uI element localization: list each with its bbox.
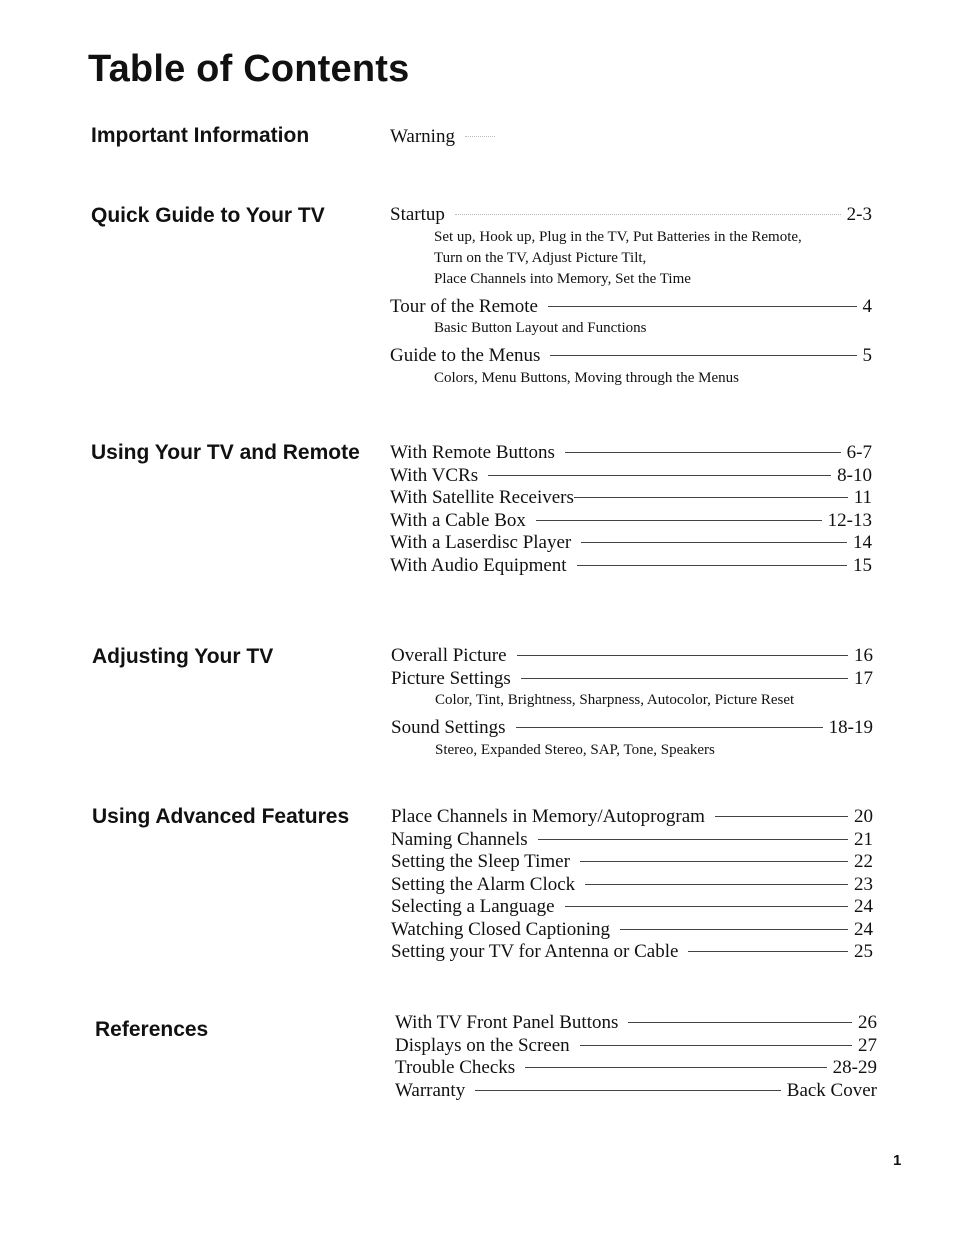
- toc-entry[interactable]: [391, 645, 873, 668]
- toc-entry[interactable]: [391, 806, 873, 829]
- dot-leader: [517, 655, 848, 656]
- subtopic-line: Stereo, Expanded Stereo, SAP, Tone, Speakers: [435, 741, 715, 758]
- dot-leader: [577, 565, 847, 566]
- entry-page: 22: [854, 851, 873, 872]
- dot-leader: [565, 452, 841, 453]
- dot-leader: [715, 816, 848, 817]
- entry-page: 15: [853, 554, 872, 576]
- dot-leader: [488, 475, 831, 476]
- entry-label: Startup: [390, 204, 445, 225]
- section-heading-references: References: [95, 1018, 209, 1041]
- toc-entry[interactable]: [390, 204, 872, 227]
- dot-leader: [574, 497, 848, 498]
- dot-leader: [580, 1045, 852, 1046]
- entry-page: 21: [854, 828, 873, 850]
- dot-leader: [521, 678, 848, 679]
- dot-leader: [628, 1022, 852, 1023]
- subtopic-line: Colors, Menu Buttons, Moving through the Menus: [434, 369, 740, 386]
- entry-label: Setting your TV for Antenna or Cable: [391, 941, 679, 962]
- section-heading-quick-guide: Quick Guide to Your TV: [91, 204, 325, 227]
- entry-label: Warning: [390, 126, 455, 147]
- entry-page: Back Cover: [786, 1079, 877, 1101]
- dot-leader: [536, 520, 822, 521]
- toc-entry[interactable]: [391, 896, 873, 919]
- subtopic-line: Basic Button Layout and Functions: [434, 320, 647, 336]
- dot-leader: [580, 861, 848, 862]
- entry-page: 28-29: [832, 1057, 877, 1078]
- page-number: 1: [893, 1152, 902, 1169]
- entry-label: Tour of the Remote: [390, 295, 538, 317]
- entry-label: Warranty: [395, 1079, 466, 1101]
- toc-group-quick-guide: [390, 204, 872, 395]
- entry-page: 20: [854, 806, 873, 827]
- entry-label: With a Laserdisc Player: [390, 532, 572, 553]
- entry-page: 24: [854, 896, 873, 917]
- dot-leader: [585, 884, 848, 885]
- dot-leader: [516, 727, 823, 728]
- dot-leader: [688, 951, 848, 952]
- entry-page: 12-13: [827, 509, 872, 531]
- entry-page: 27: [858, 1034, 877, 1056]
- toc-group-advanced-features: [391, 806, 873, 964]
- entry-subtopics: [390, 227, 872, 290]
- toc-group-references: [395, 1012, 877, 1102]
- toc-entry[interactable]: [390, 126, 872, 149]
- entry-label: With Satellite Receivers: [390, 487, 574, 508]
- dot-leader: [565, 906, 848, 907]
- subtopic-line: Turn on the TV, Adjust Picture Tilt,: [434, 249, 647, 266]
- entry-page: 6-7: [846, 442, 872, 463]
- entry-label: Selecting a Language: [391, 896, 555, 917]
- entry-page: 24: [854, 918, 873, 940]
- toc-entry[interactable]: [395, 1057, 877, 1080]
- toc-group-adjusting-your-tv: [391, 645, 873, 767]
- entry-label: Place Channels in Memory/Autoprogram: [391, 806, 705, 827]
- subtopic-line: Place Channels into Memory, Set the Time: [434, 270, 691, 287]
- dot-leader: [548, 306, 857, 307]
- toc-entry[interactable]: [391, 941, 873, 964]
- entry-page: 4: [862, 295, 872, 317]
- dot-leader: [525, 1067, 827, 1068]
- entry-label: Sound Settings: [391, 717, 506, 738]
- entry-label: With TV Front Panel Buttons: [395, 1012, 619, 1033]
- entry-page: 5: [862, 345, 872, 366]
- page-title: Table of Contents: [88, 48, 410, 90]
- entry-page: 18-19: [828, 717, 873, 738]
- entry-page: 23: [854, 873, 873, 895]
- dot-leader: [550, 355, 856, 356]
- entry-subtopics: [391, 690, 873, 711]
- subtopic-line: Set up, Hook up, Plug in the TV, Put Batteries in the Remote,: [434, 228, 802, 245]
- section-heading-important-information: Important Information: [91, 124, 310, 147]
- toc-group-important-information: [390, 126, 872, 149]
- toc-entry[interactable]: [391, 919, 873, 942]
- toc-entry[interactable]: [390, 465, 872, 488]
- toc-entry[interactable]: [390, 442, 872, 465]
- toc-entry[interactable]: [395, 1012, 877, 1035]
- entry-page: 16: [854, 645, 873, 666]
- toc-entry[interactable]: [391, 829, 873, 852]
- toc-entry[interactable]: [390, 487, 872, 510]
- dot-leader: [581, 542, 847, 543]
- entry-page: 2-3: [846, 204, 872, 225]
- entry-label: Guide to the Menus: [390, 345, 541, 366]
- entry-page: 17: [854, 667, 873, 689]
- dot-leader: [465, 136, 495, 137]
- entry-label: With Audio Equipment: [390, 554, 567, 576]
- entry-label: Displays on the Screen: [395, 1034, 570, 1056]
- entry-label: Setting the Sleep Timer: [391, 851, 570, 872]
- toc-entry[interactable]: [395, 1035, 877, 1058]
- entry-subtopics: [390, 318, 872, 339]
- dot-leader: [475, 1090, 781, 1091]
- entry-page: 8-10: [837, 464, 872, 486]
- toc-entry[interactable]: [391, 874, 873, 897]
- subtopic-line: Color, Tint, Brightness, Sharpness, Autocolor, Picture Reset: [435, 692, 795, 708]
- dot-leader: [538, 839, 848, 840]
- entry-label: With Remote Buttons: [390, 442, 555, 463]
- toc-group-using-tv-and-remote: [390, 442, 872, 577]
- entry-page: 25: [854, 941, 873, 962]
- toc-entry[interactable]: [391, 851, 873, 874]
- toc-entry[interactable]: [390, 532, 872, 555]
- entry-page: 11: [853, 487, 872, 508]
- dot-leader: [455, 214, 841, 215]
- toc-entry[interactable]: [390, 510, 872, 533]
- toc-entry[interactable]: [391, 717, 873, 740]
- entry-label: Picture Settings: [391, 667, 511, 689]
- entry-label: With VCRs: [390, 464, 479, 486]
- dot-leader: [620, 929, 848, 930]
- toc-entry[interactable]: [391, 668, 873, 691]
- entry-label: Watching Closed Captioning: [391, 918, 611, 940]
- entry-page: 26: [858, 1012, 877, 1033]
- section-heading-advanced-features: Using Advanced Features: [92, 805, 350, 828]
- entry-subtopics: [390, 368, 872, 389]
- entry-label: With a Cable Box: [390, 509, 526, 531]
- section-heading-using-tv-and-remote: Using Your TV and Remote: [91, 441, 360, 464]
- entry-page: 14: [853, 532, 872, 553]
- toc-entry[interactable]: [390, 555, 872, 578]
- section-heading-adjusting-your-tv: Adjusting Your TV: [92, 645, 274, 668]
- toc-entry[interactable]: [395, 1080, 877, 1103]
- entry-label: Setting the Alarm Clock: [391, 873, 576, 895]
- entry-label: Overall Picture: [391, 645, 507, 666]
- toc-entry[interactable]: [390, 345, 872, 368]
- entry-label: Naming Channels: [391, 828, 528, 850]
- entry-label: Trouble Checks: [395, 1057, 516, 1078]
- entry-subtopics: [391, 740, 873, 761]
- toc-entry[interactable]: [390, 296, 872, 319]
